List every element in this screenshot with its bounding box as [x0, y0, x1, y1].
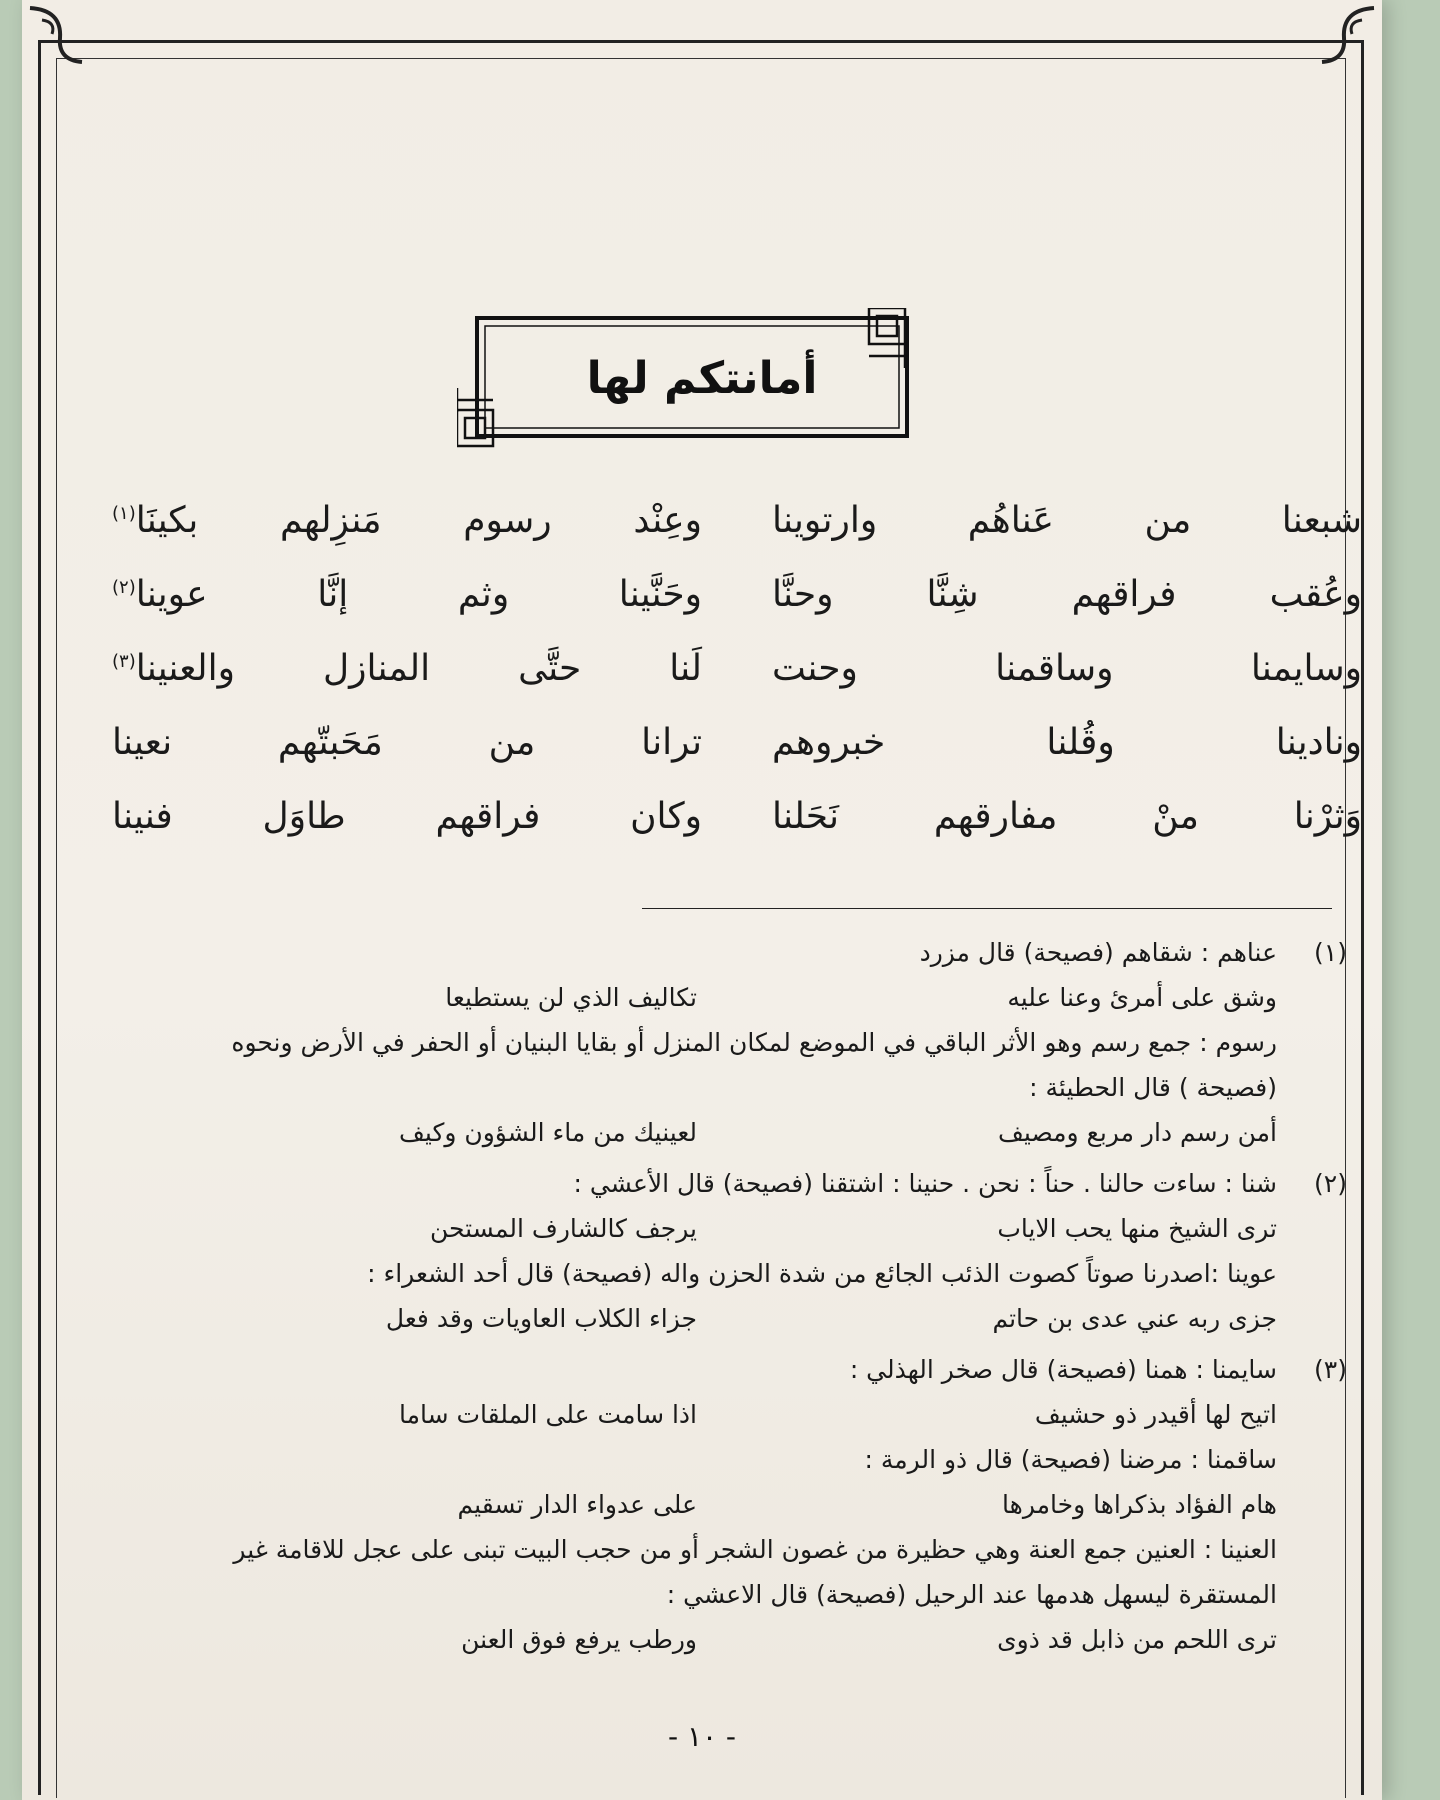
quoted-verse [132, 1617, 1277, 1662]
verse-first-hemistich: ونادينا وقُلنا خبروهم [772, 722, 1362, 763]
footnote-number: (٢) [1314, 1169, 1347, 1198]
quoted-verse-second: تكاليف الذي لن يستطيعا [445, 983, 697, 1012]
verse-first-hemistich: وَثرْنا منْ مفارقهم نَحَلنا [772, 796, 1362, 837]
footnote [132, 930, 1347, 1155]
footnote-number: (١) [1314, 938, 1347, 967]
footnote [132, 1347, 1347, 1662]
footnote-number: (٣) [1314, 1355, 1347, 1384]
footnote-line: العنينا : العنين جمع العنة وهي حظيرة من غصون الشجر أو من حجب البيت تبنى على عجل للاقامة غير [233, 1535, 1277, 1564]
footnote-marker: (١) [112, 503, 136, 524]
verse-first-hemistich: وسايمنا وساقمنا وحنت [772, 648, 1362, 689]
quoted-verse-first: هام الفؤاد بذكراها وخامرها [1002, 1490, 1277, 1519]
quoted-verse-first: أمن رسم دار مربع ومصيف [998, 1118, 1277, 1147]
quoted-verse [132, 1392, 1277, 1437]
quoted-verse [132, 1482, 1277, 1527]
quoted-verse-first: جزى ربه عني عدى بن حاتم [992, 1304, 1277, 1333]
poem-title: أمانتكم لها [586, 352, 818, 404]
footnote-line: شنا : ساءت حالنا . حناً : نحن . حنينا : اشتقنا (فصيحة) قال الأعشي : [573, 1169, 1277, 1198]
verse-second-hemistich: وحَنَّينا وثم إنَّا عوينا$^{(٢)}$ [112, 574, 702, 615]
verse [112, 796, 1362, 870]
footnote-line: المستقرة ليسهل هدمها عند الرحيل (فصيحة) قال الاعشي : [666, 1580, 1277, 1609]
book-page [22, 0, 1382, 1800]
verse [112, 648, 1362, 722]
footnote-line: عوينا :اصدرنا صوتاً كصوت الذئب الجائع من شدة الحزن واله (فصيحة) قال أحد الشعراء : [367, 1259, 1277, 1288]
footnote [132, 1161, 1347, 1341]
quoted-verse [132, 1296, 1277, 1341]
quoted-verse-second: لعينيك من ماء الشؤون وكيف [399, 1118, 697, 1147]
verse-second-hemistich: وعِنْد رسوم مَنزِلهم بكينَا$^{(١)}$ [112, 500, 702, 541]
footnote-line: (فصيحة ) قال الحطيئة : [1029, 1073, 1277, 1102]
quoted-verse-first: ترى الشيخ منها يحب الاياب [997, 1214, 1277, 1243]
corner-ornament-right-icon [1302, 0, 1382, 80]
quoted-verse [132, 1110, 1277, 1155]
quoted-verse [132, 1206, 1277, 1251]
footnote-line: ساقمنا : مرضنا (فصيحة) قال ذو الرمة : [864, 1445, 1277, 1474]
quoted-verse-second: ورطب يرفع فوق العنن [461, 1625, 697, 1654]
verse [112, 574, 1362, 648]
quoted-verse-second: جزاء الكلاب العاويات وقد فعل [385, 1304, 697, 1333]
footnote-line: عناهم : شقاهم (فصيحة) قال مزرد [919, 938, 1277, 967]
footnote-line: رسوم : جمع رسم وهو الأثر الباقي في الموضع لمكان المنزل أو بقايا البنيان أو الحفر في الأرض ونحوه [231, 1028, 1277, 1057]
verse-first-hemistich: شبعنا من عَناهُم وارتوينا [772, 500, 1362, 541]
poem [112, 500, 1362, 870]
verse-second-hemistich: لَنا حتَّى المنازل والعنينا$^{(٣)}$ [112, 648, 702, 689]
quoted-verse [132, 975, 1277, 1020]
verse [112, 500, 1362, 574]
verse [112, 722, 1362, 796]
quoted-verse-second: يرجف كالشارف المستحن [429, 1214, 697, 1243]
verse-second-hemistich: ترانا من مَحَبتّهم نعينا [112, 722, 702, 763]
page-number: - ١٠ - [667, 1720, 737, 1753]
footnote-divider [642, 908, 1332, 909]
footnote-marker: (٣) [112, 651, 136, 672]
quoted-verse-first: وشق على أمرئ وعنا عليه [1007, 983, 1277, 1012]
verse-first-hemistich: وعُقب فراقهم شِنَّا وحنَّا [772, 574, 1362, 615]
footnote-marker: (٢) [112, 577, 136, 598]
quoted-verse-first: اتيح لها أقيدر ذو حشيف [1034, 1400, 1277, 1429]
quoted-verse-second: اذا سامت على الملقات ساما [398, 1400, 697, 1429]
verse-second-hemistich: وكان فراقهم طاوَل فنينا [112, 796, 702, 837]
quoted-verse-second: على عدواء الدار تسقيم [457, 1490, 697, 1519]
quoted-verse-first: ترى اللحم من ذابل قد ذوى [997, 1625, 1277, 1654]
title-box [457, 308, 947, 448]
corner-ornament-left-icon [22, 0, 102, 80]
footnotes [132, 930, 1347, 1668]
footnote-line: سايمنا : همنا (فصيحة) قال صخر الهذلي : [849, 1355, 1277, 1384]
